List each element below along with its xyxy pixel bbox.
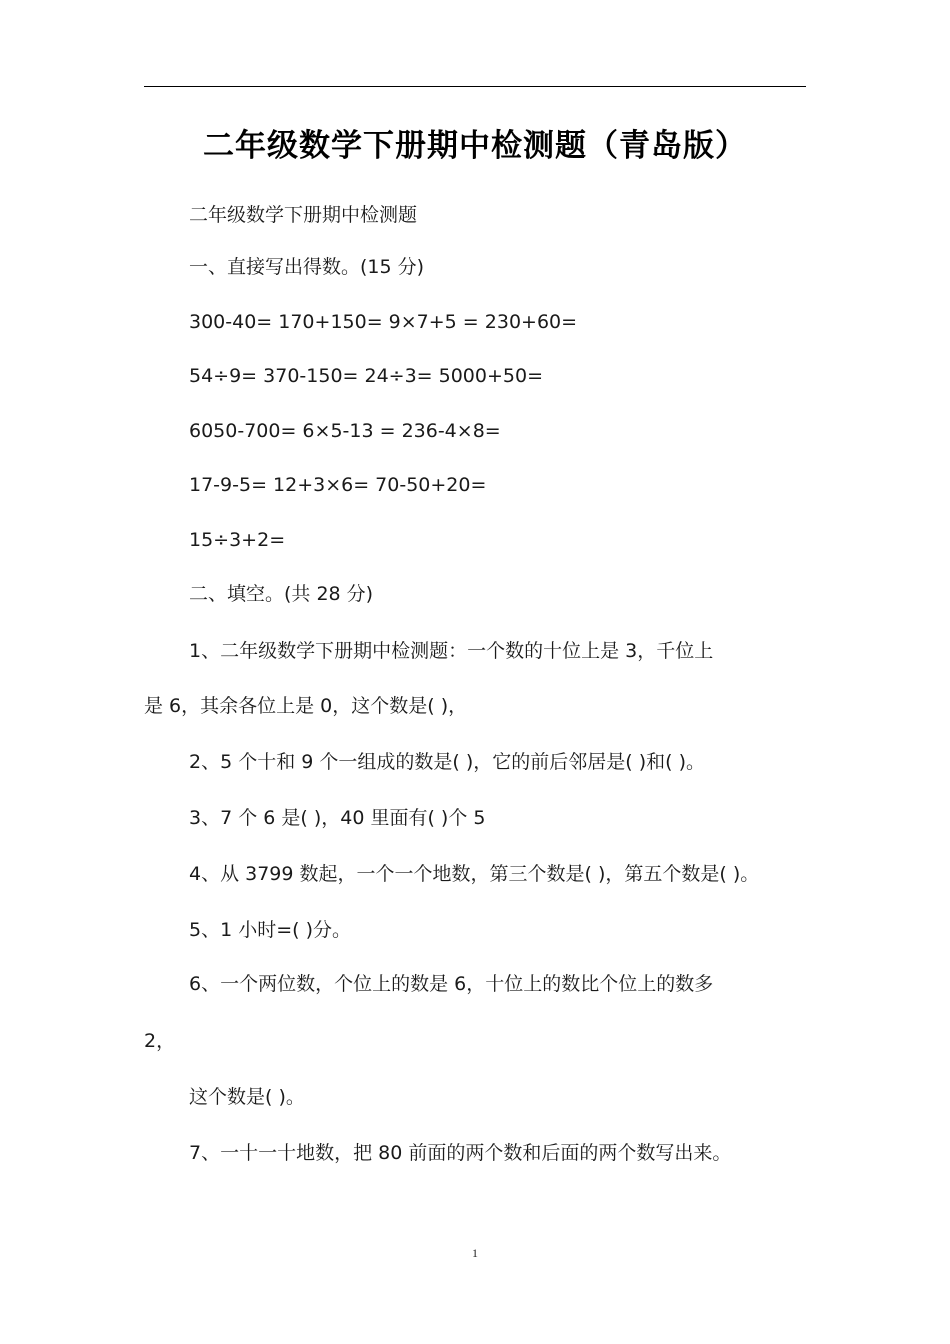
calculation-row: 300-40= 170+150= 9×7+5 = 230+60= [189, 311, 578, 333]
question-line: 1、二年级数学下册期中检测题：一个数的十位上是 3，千位上 [189, 640, 714, 662]
calculation-row: 6050-700= 6×5-13 = 236-4×8= [189, 420, 501, 442]
calculation-row: 15÷3+2= [189, 529, 286, 551]
question-line: 4、从 3799 数起，一个一个地数，第三个数是( )，第五个数是( )。 [189, 863, 760, 885]
calculation-row: 17-9-5= 12+3×6= 70-50+20= [189, 474, 487, 496]
question-line-continued: 是 6，其余各位上是 0，这个数是( )， [144, 695, 468, 717]
question-line: 7、一十一十地数，把 80 前面的两个数和后面的两个数写出来。 [189, 1142, 732, 1164]
question-line-continued: 2， [144, 1030, 176, 1052]
question-line: 3、7 个 6 是( )，40 里面有( )个 5 [189, 807, 486, 829]
question-line: 5、1 小时=( )分。 [189, 919, 352, 941]
subtitle-line: 二年级数学下册期中检测题 [189, 204, 418, 226]
document-title: 二年级数学下册期中检测题（青岛版） [203, 128, 747, 164]
section-heading-fill-in: 二、填空。(共 28 分) [189, 583, 374, 605]
question-line: 6、一个两位数，个位上的数是 6，十位上的数比个位上的数多 [189, 973, 714, 995]
section-heading-calculation: 一、直接写出得数。(15 分) [189, 256, 425, 278]
calculation-row: 54÷9= 370-150= 24÷3= 5000+50= [189, 365, 544, 387]
question-line: 2、5 个十和 9 个一组成的数是( )，它的前后邻居是( )和( )。 [189, 751, 705, 773]
page-number: 1 [472, 1246, 478, 1260]
question-line-continued: 这个数是( )。 [189, 1086, 305, 1108]
header-rule [144, 86, 806, 87]
